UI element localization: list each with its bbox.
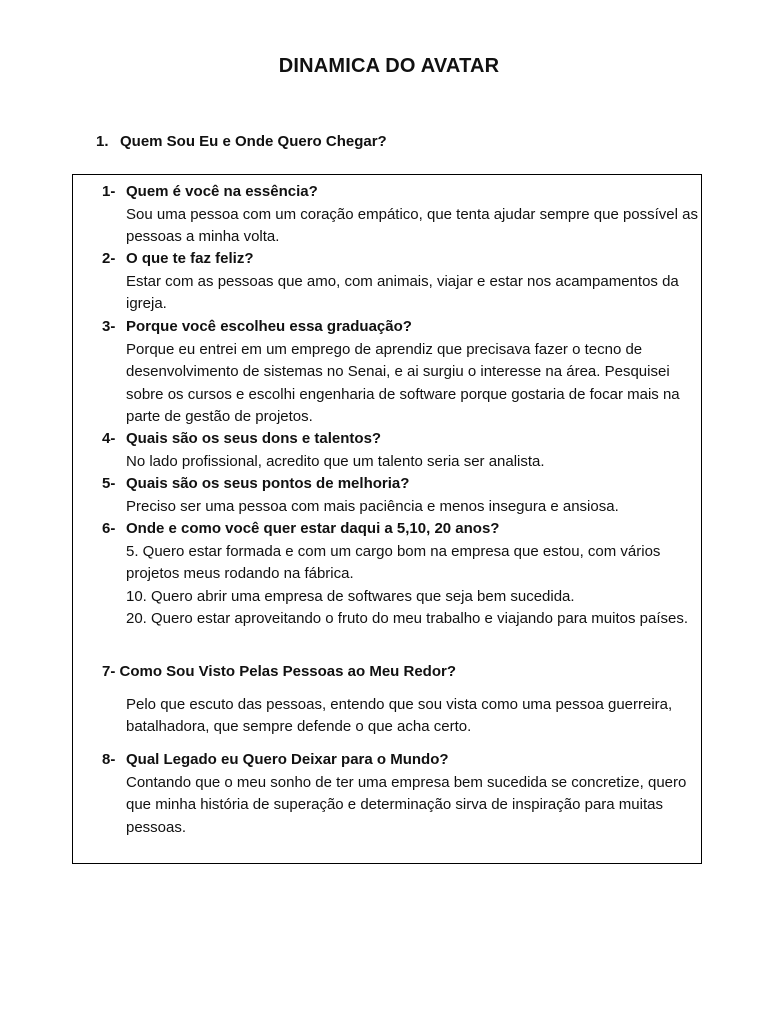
question-number: 5- [102,475,116,492]
answer-paragraph: No lado profissional, acredito que um talento seria ser analista. [126,452,545,470]
question-text: Quais são os seus dons e talentos? [126,430,382,447]
question-number: 1- [102,183,116,200]
question-number: 6- [102,520,116,537]
question-heading [102,473,702,496]
question-number: 4- [102,430,116,447]
question-text: Quem é você na essência? [126,183,318,200]
question-text-inner: Como Sou Visto Pelas Pessoas ao Meu Redor? [119,663,456,680]
question-text [102,661,456,684]
question-number: 8- [102,751,116,768]
answer-paragraph: Sou uma pessoa com um coração empático, que tenta ajudar sempre que possível as pessoas a minha volta. [126,205,698,245]
question-heading [102,316,702,339]
question-number: 3- [102,318,116,335]
answer-paragraph: Pelo que escuto das pessoas, entendo que sou vista como uma pessoa guerreira, batalhadora, que sempre defende o que acha certo. [126,695,673,735]
question-block-5 [102,473,702,518]
answer [102,496,702,519]
question-number: 7- [102,663,116,680]
answer [102,541,702,631]
answer-paragraph: 10. Quero abrir uma empresa de softwares que seja bem sucedida. [126,587,575,605]
question-text: Quais são os seus pontos de melhoria? [126,475,410,492]
answer-paragraph: 20. Quero estar aproveitando o fruto do meu trabalho e viajando para muitos países. [126,610,689,627]
question-block-6 [102,518,702,631]
question-block-2 [102,248,702,316]
question-heading [102,749,702,772]
question-heading [102,181,702,204]
question-heading [102,661,702,684]
answer-paragraph: Contando que o meu sonho de ter uma empresa bem sucedida se concretize, quero que minha história de superação e determinação sirva de inspiração para muitas pessoas. [126,773,687,836]
answer [102,271,702,316]
question-block-7 [102,661,702,739]
section-heading [96,133,387,150]
question-text: Onde e como você quer estar daqui a 5,10, 20 anos? [126,520,500,537]
question-number: 2- [102,250,116,267]
answer [102,204,702,249]
answer-paragraph: 5. Quero estar formada e com um cargo bom na empresa que estou, com vários projetos meus rodando na fábrica. [126,542,661,582]
page-title: DINAMICA DO AVATAR [278,55,500,77]
question-text: Porque você escolheu essa graduação? [126,318,412,335]
question-block-8 [102,749,702,839]
answer-paragraph: Preciso ser uma pessoa com mais paciência e menos insegura e ansiosa. [126,497,619,515]
answer [102,451,702,474]
section-number: 1. [96,133,109,150]
answer [102,694,702,739]
answer-paragraph: Estar com as pessoas que amo, com animais, viajar e estar nos acampamentos da igreja. [126,272,679,312]
question-text: Qual Legado eu Quero Deixar para o Mundo? [126,751,449,768]
answer-paragraph: Porque eu entrei em um emprego de aprendiz que precisava fazer o tecno de desenvolvimento de sistemas no Senai, e ai surgiu o interesse na área. Pesquisei sobre os cursos e escolhi engenharia de software porque gostaria de focar mais na parte de gestão de projetos. [126,340,680,425]
question-block-3 [102,316,702,429]
question-block-4 [102,428,702,473]
question-heading [102,428,702,451]
answer [102,339,702,429]
section-heading-text: Quem Sou Eu e Onde Quero Chegar? [120,133,387,150]
question-block-1 [102,181,702,249]
question-heading [102,518,702,541]
question-text: O que te faz feliz? [126,250,254,267]
answer [102,772,702,840]
question-heading [102,248,702,271]
